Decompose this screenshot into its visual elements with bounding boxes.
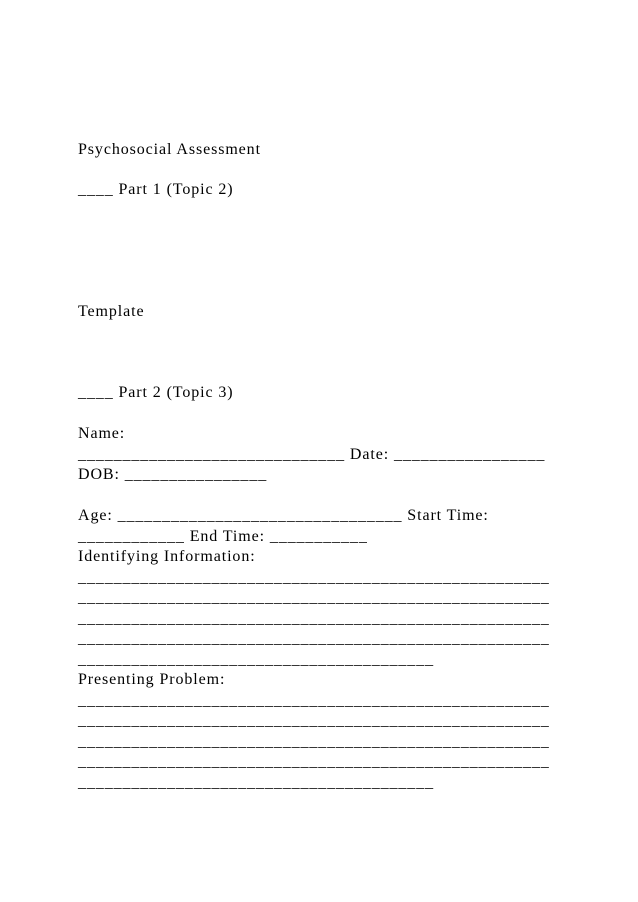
name-label: Name: [78, 425, 126, 442]
part-1-checkbox-line: ____ Part 1 (Topic 2) [78, 181, 234, 198]
identifying-information-heading: Identifying Information: [78, 548, 256, 565]
document-title: Psychosocial Assessment [78, 141, 261, 158]
identifying-answer-line: ________________________________________ [78, 651, 434, 668]
presenting-problem-heading: Presenting Problem: [78, 671, 226, 688]
identifying-answer-line: _____________________________________________________ [78, 569, 550, 586]
presenting-answer-line: ________________________________________ [78, 774, 434, 791]
presenting-answer-line: _____________________________________________________ [78, 692, 550, 709]
identifying-answer-line: _____________________________________________________ [78, 589, 550, 606]
name-date-line: ______________________________ Date: _________________ [78, 446, 546, 463]
identifying-answer-line: _____________________________________________________ [78, 610, 550, 627]
age-start-time-line: Age: ________________________________ Start Time: [78, 507, 489, 524]
identifying-answer-line: _____________________________________________________ [78, 630, 550, 647]
presenting-answer-line: _____________________________________________________ [78, 712, 550, 729]
part-2-checkbox-line: ____ Part 2 (Topic 3) [78, 384, 234, 401]
presenting-answer-line: _____________________________________________________ [78, 733, 550, 750]
presenting-answer-line: _____________________________________________________ [78, 753, 550, 770]
dob-line: DOB: ________________ [78, 466, 268, 483]
end-time-line: ____________ End Time: ___________ [78, 528, 368, 545]
template-label: Template [78, 303, 145, 320]
